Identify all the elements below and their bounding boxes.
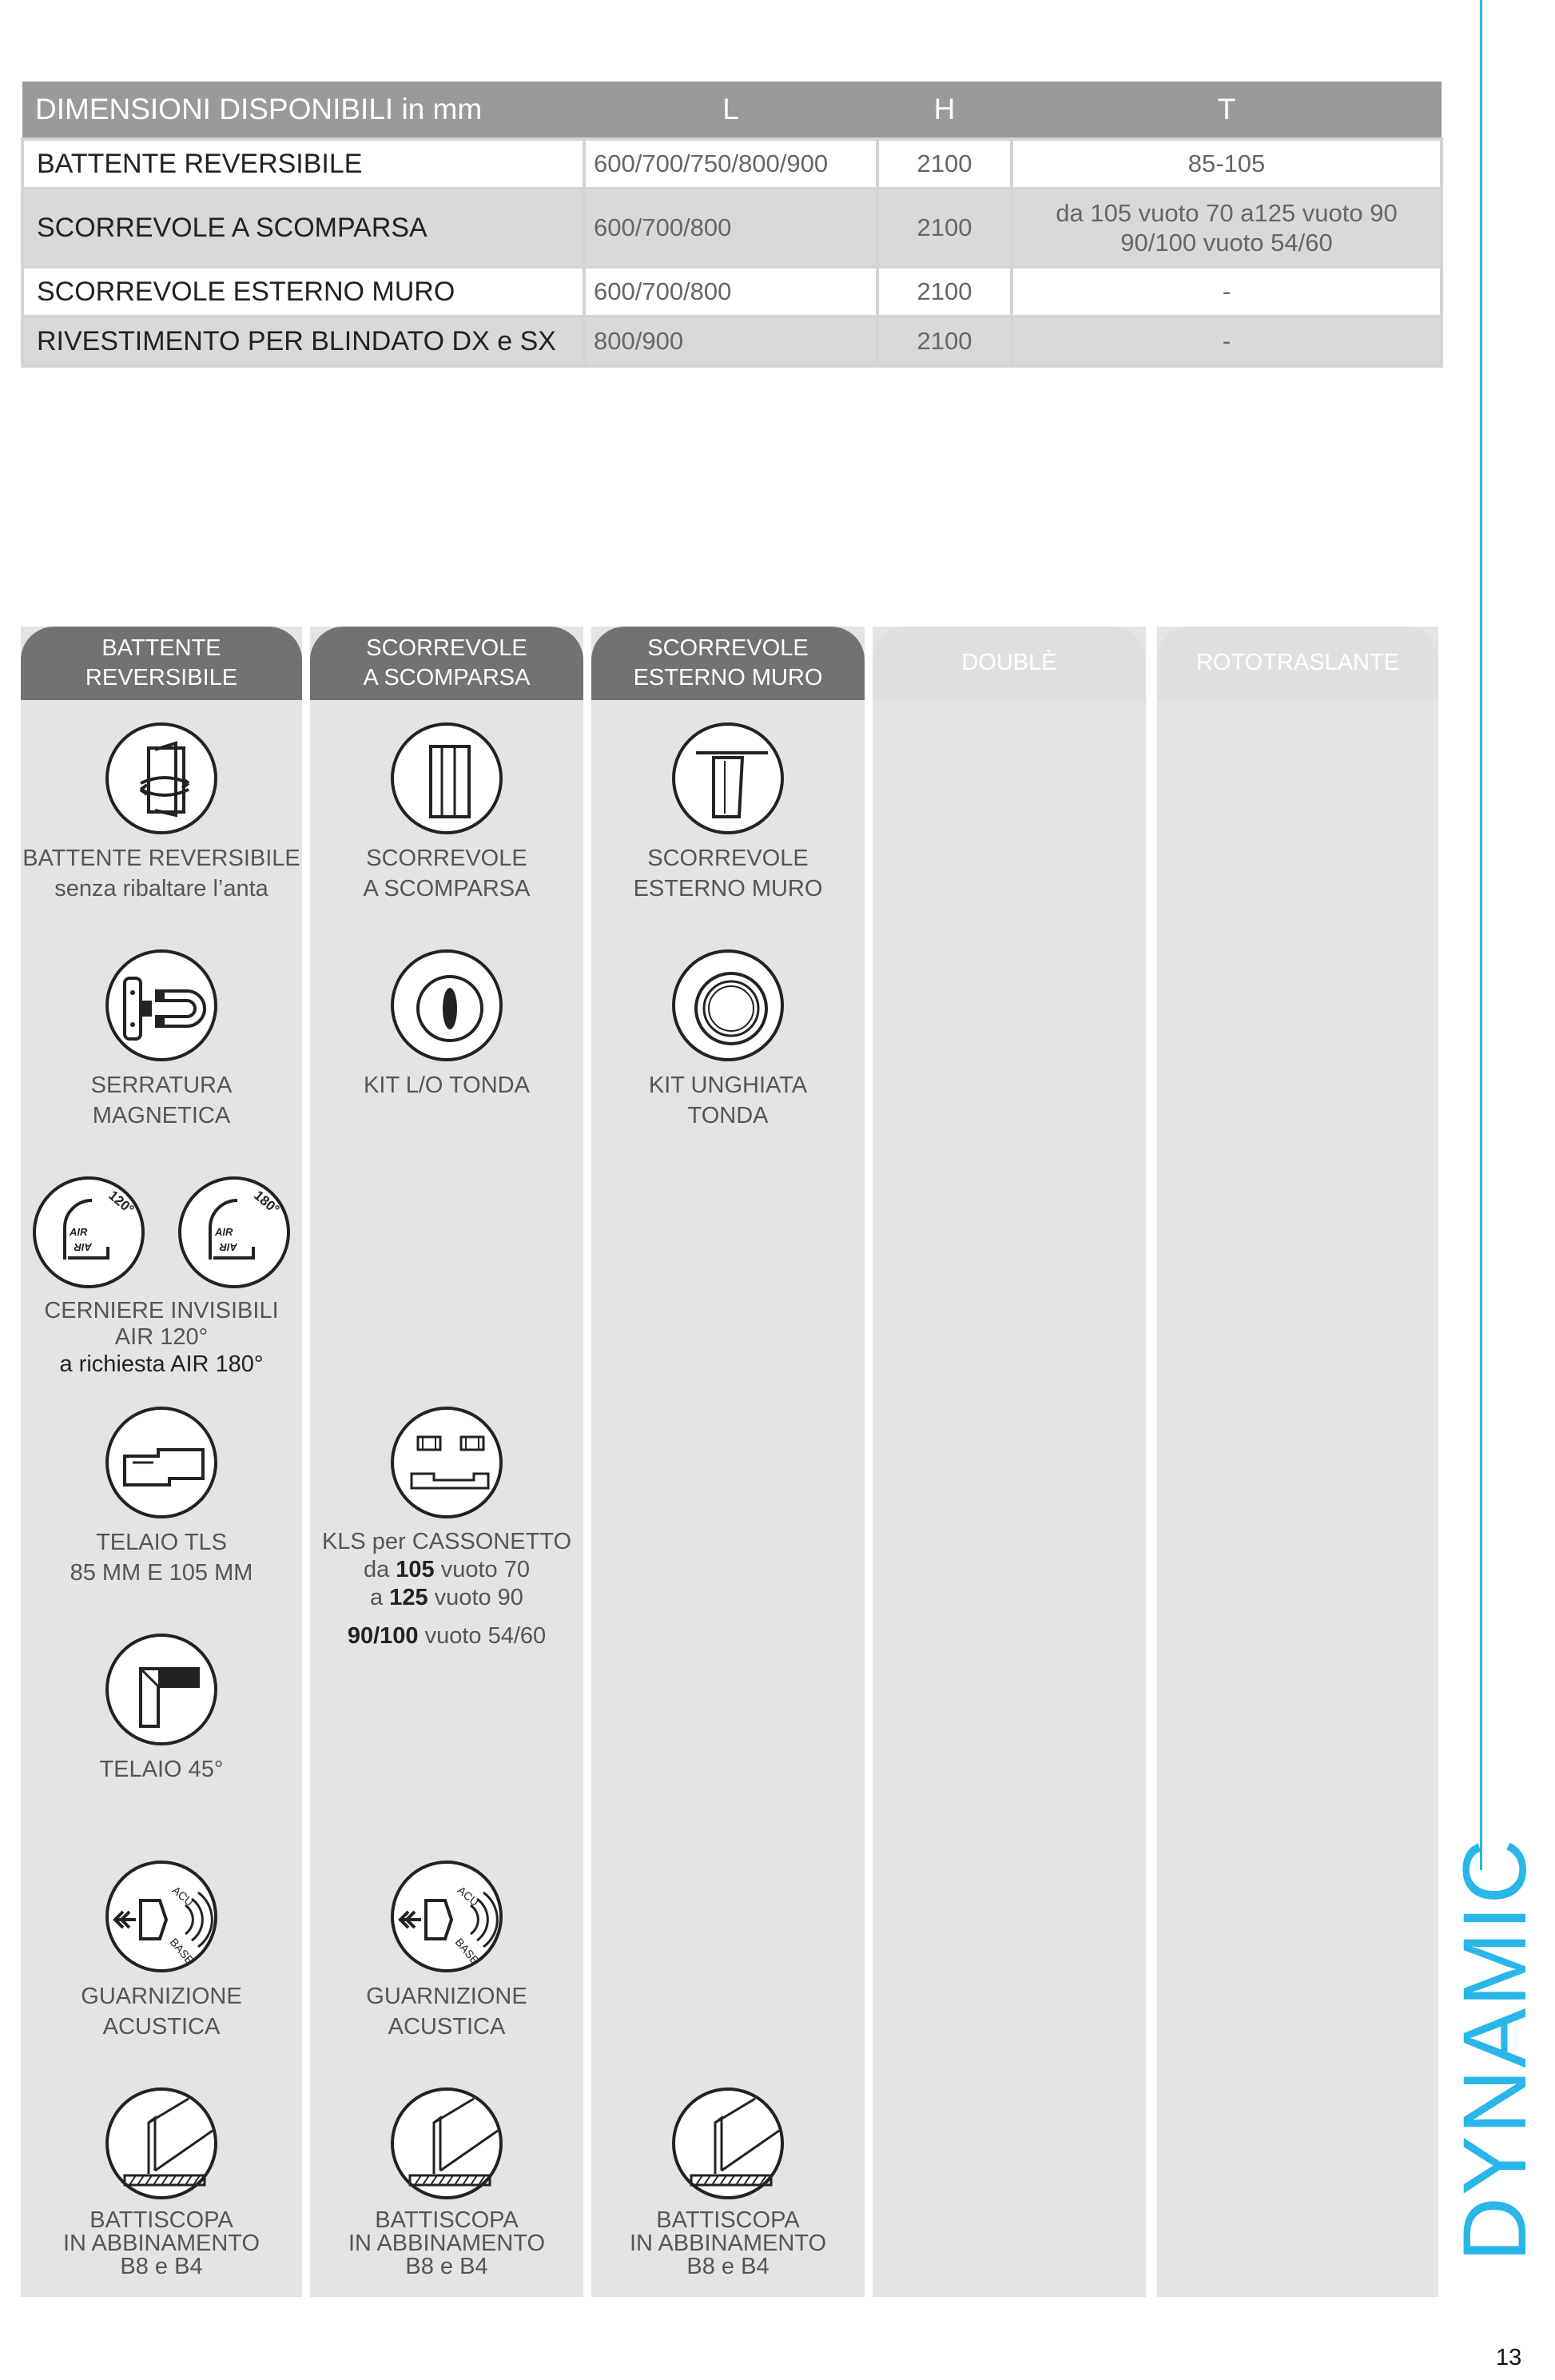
feature-sublabel: B8 e B4 [686,2254,770,2279]
row-t: - [1012,267,1442,316]
pocket-door-icon [391,722,503,834]
column-header [873,627,1146,700]
text-bold: 90/100 [347,1623,419,1650]
row-name: SCORREVOLE ESTERNO MURO [22,267,584,316]
feature-invisible-hinges [21,1176,302,1378]
feature-sublabel: TONDA [687,1102,769,1128]
brand-title: DYNAMIC [1445,1837,1545,2262]
page-number: 13 [1496,2345,1522,2370]
round-pull-icon [391,949,503,1061]
feature-magnetic-lock [21,949,302,1131]
column-header [591,627,865,700]
feature-label: KIT UNGHIATA [648,1073,808,1098]
side-accent-line [1480,0,1482,1870]
row-t: 85-105 [1012,139,1442,189]
row-h: 2100 [877,316,1012,366]
frame-tls-icon [105,1407,217,1518]
feature-skirting [310,2087,583,2279]
column-rototraslante [1157,627,1438,2297]
feature-sublabel: IN ABBINAMENTO [629,2231,827,2256]
feature-sublabel [310,1556,583,1584]
feature-sublabel: AIR 120° [114,1324,209,1351]
row-name: SCORREVOLE A SCOMPARSA [22,189,584,267]
row-h: 2100 [877,139,1012,189]
skirting-board-icon [672,2087,784,2199]
round-recess-icon [672,949,784,1061]
column-double [873,627,1146,2297]
table-row [22,316,1442,366]
feature-pocket-door [310,722,583,904]
row-l: 600/700/800 [584,189,877,267]
feature-sublabel: B8 e B4 [120,2254,203,2279]
row-name: BATTENTE REVERSIBILE [22,139,584,189]
feature-sublabel: IN ABBINAMENTO [62,2231,260,2256]
row-t [1012,189,1442,267]
feature-sublabel: ESTERNO MURO [633,875,823,901]
hinge-air-120-icon [33,1176,145,1288]
text-part: a [370,1584,390,1610]
feature-reversible-door [21,722,302,904]
feature-label: SCORREVOLE [366,846,527,871]
reversible-door-icon [105,722,217,834]
row-t-line2: 90/100 vuoto 54/60 [1120,229,1333,257]
acoustic-gasket-icon [391,1861,503,1972]
feature-skirting [591,2087,865,2279]
feature-frame-45 [21,1634,302,1785]
skirting-board-icon [391,2087,503,2199]
feature-skirting [21,2087,302,2279]
table-header-l: L [584,82,877,139]
column-header [21,627,302,700]
column-header-line1: SCORREVOLE [647,635,809,661]
external-sliding-door-icon [672,722,784,834]
column-scorrevole-esterno-muro [591,627,865,2297]
feature-label: TELAIO TLS [96,1530,227,1555]
acoustic-gasket-icon [105,1861,217,1972]
column-header-line2: REVERSIBILE [85,665,238,691]
feature-frame-tls [21,1407,302,1588]
acoustic-base-text: BASE [167,1935,197,1967]
acoustic-base-text: BASE [452,1935,482,1967]
row-name: RIVESTIMENTO PER BLINDATO DX e SX [22,316,584,366]
table-header-t: T [1012,82,1442,139]
column-battente-reversibile [21,627,302,2297]
feature-label: BATTISCOPA [375,2207,519,2233]
row-l: 600/700/750/800/900 [584,139,877,189]
column-header-label: DOUBLÈ [961,650,1057,676]
hinge-angle-text: 120° [105,1188,137,1218]
column-header-line1: BATTENTE [101,635,221,661]
hinge-angle-text: 180° [251,1188,283,1218]
acoustic-acu-text: ACU [455,1883,482,1909]
feature-label: BATTENTE REVERSIBILE [22,846,300,871]
hinge-air-text-rotated: AIR [74,1241,92,1253]
feature-label: GUARNIZIONE [81,1984,242,2009]
feature-label: KLS per CASSONETTO [321,1529,572,1554]
text-part: vuoto 54/60 [418,1623,547,1650]
feature-sublabel-bold: a richiesta AIR 180° [59,1351,264,1377]
row-t-line1: da 105 vuoto 70 a125 vuoto 90 [1056,198,1398,227]
column-scorrevole-a-scomparsa [310,627,583,2297]
frame-45-icon [105,1634,217,1745]
feature-label: BATTISCOPA [89,2207,233,2233]
table-row [22,139,1442,189]
feature-acoustic-gasket [310,1861,583,2042]
column-header [310,627,583,700]
hinge-air-180-icon [178,1176,290,1288]
text-bold: 125 [389,1584,428,1610]
row-l: 800/900 [584,316,877,366]
acoustic-acu-text: ACU [169,1883,197,1909]
table-row [22,189,1442,267]
skirting-board-icon [105,2087,217,2199]
feature-label: CERNIERE INVISIBILI [44,1298,279,1323]
text-part: vuoto 90 [428,1584,523,1610]
feature-kls-cassonetto [310,1407,583,1650]
feature-kit-unghiata-tonda [591,949,865,1131]
column-header [1157,627,1438,700]
feature-external-sliding-door [591,722,865,904]
feature-kit-lo-tonda [310,949,583,1101]
table-header-row [22,82,1442,139]
feature-sublabel: 85 MM E 105 MM [70,1559,253,1586]
table-header-h: H [877,82,1012,139]
feature-sublabel: B8 e B4 [405,2254,488,2279]
feature-sublabel: ACUSTICA [102,2013,221,2040]
dimensions-table [21,82,1443,368]
text-part: vuoto 70 [434,1556,531,1582]
table-header-title: DIMENSIONI DISPONIBILI in mm [22,82,584,139]
feature-label: TELAIO 45° [99,1757,224,1782]
feature-label: KIT L/O TONDA [364,1073,530,1098]
column-header-line1: SCORREVOLE [366,635,527,661]
text-part: da [363,1556,396,1582]
feature-sublabel: MAGNETICA [92,1102,231,1128]
kls-frame-icon [391,1407,503,1518]
column-header-line2: ESTERNO MURO [633,665,823,691]
magnetic-lock-icon [105,949,217,1061]
row-h: 2100 [877,267,1012,316]
row-l: 600/700/800 [584,267,877,316]
feature-sublabel [310,1622,583,1650]
feature-sublabel: A SCOMPARSA [363,875,531,901]
hinge-air-text: AIR [215,1226,233,1238]
text-bold: 105 [396,1556,435,1582]
column-header-label: ROTOTRASLANTE [1195,650,1400,676]
feature-acoustic-gasket [21,1861,302,2042]
feature-label: BATTISCOPA [656,2207,800,2233]
feature-label: GUARNIZIONE [366,1984,527,2009]
feature-sublabel [310,1584,583,1612]
hinge-air-text: AIR [70,1226,88,1238]
feature-label: SERRATURA [90,1073,233,1098]
row-t: - [1012,316,1442,366]
column-header-line2: A SCOMPARSA [363,665,531,691]
feature-sublabel: IN ABBINAMENTO [348,2231,546,2256]
row-h: 2100 [877,189,1012,267]
feature-sublabel: senza ribaltare l’anta [54,875,268,901]
feature-sublabel: ACUSTICA [388,2013,506,2040]
table-row [22,267,1442,316]
feature-label: SCORREVOLE [647,846,809,871]
hinge-air-text-rotated: AIR [219,1241,237,1253]
